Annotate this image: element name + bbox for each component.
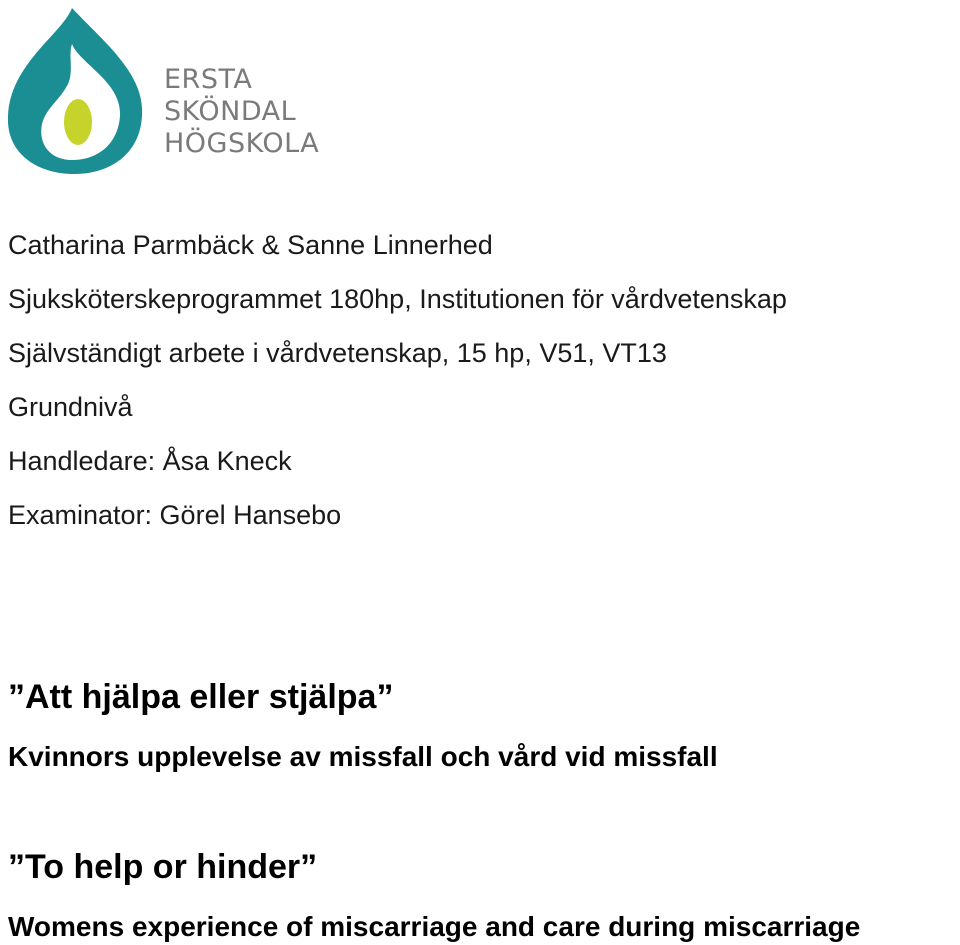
program: Sjuksköterskeprogrammet 180hp, Institutionen för vårdvetenskap [8, 284, 787, 314]
course: Självständigt arbete i vårdvetenskap, 15 hp, V51, VT13 [8, 338, 667, 368]
drop-logo-icon [2, 4, 152, 176]
logo-wordmark [164, 64, 319, 160]
english-subtitle: Womens experience of miscarriage and care during miscarriage [8, 911, 861, 942]
supervisor: Handledare: Åsa Kneck [8, 446, 292, 476]
authors: Catharina Parmbäck & Sanne Linnerhed [8, 230, 493, 260]
university-logo [0, 0, 340, 180]
logo-line-1: ERSTA [164, 64, 253, 95]
level: Grundnivå [8, 392, 133, 422]
examiner: Examinator: Görel Hansebo [8, 500, 342, 530]
swedish-title: ”Att hjälpa eller stjälpa” [8, 678, 394, 716]
english-title: ”To help or hinder” [8, 848, 318, 886]
swedish-subtitle: Kvinnors upplevelse av missfall och vård vid missfall [8, 741, 718, 772]
logo-line-2: SKÖNDAL [164, 96, 297, 127]
logo-line-3: HÖGSKOLA [164, 128, 320, 159]
